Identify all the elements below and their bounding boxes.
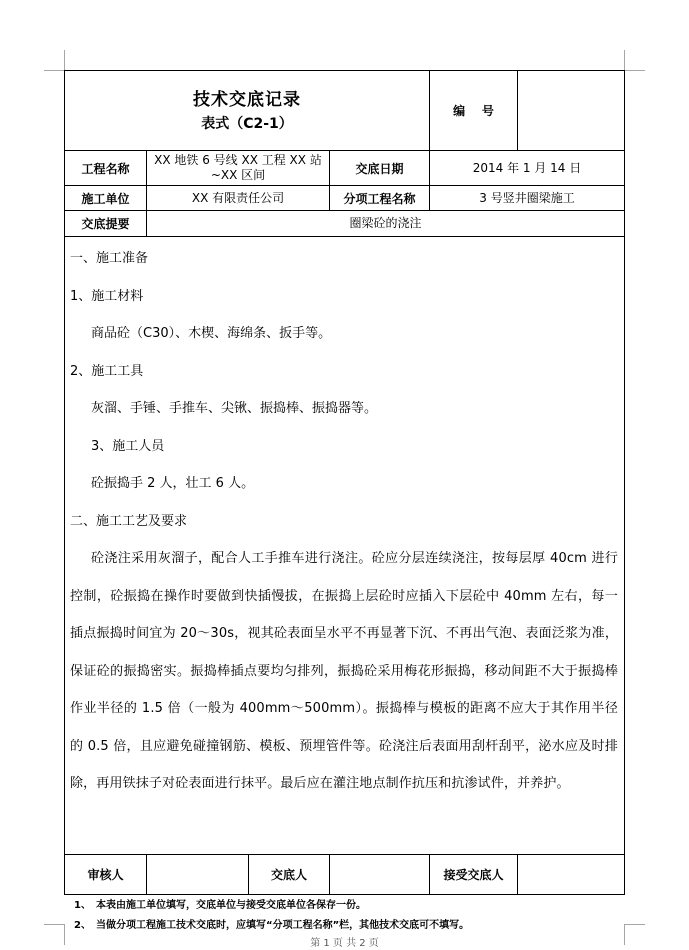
discloser-value[interactable] (330, 855, 430, 895)
page-indicator: 第 1 页 共 2 页 (310, 938, 379, 949)
reviewer-value[interactable] (147, 855, 249, 895)
section-2-text: 砼浇注采用灰溜子，配合人工手推车进行浇注。砼应分层连续浇注，按每层厚 40cm 进行控制，砼振捣在操作时要做到快插慢拔，在振捣上层砼时应插入下层砼中 40mm 左右，每一插点振捣时间宜为 20～30s，视其砼表面呈水平不再显著下沉、不再出气泡、表面泛浆为准，保证砼的振捣密实。振捣棒插点要均匀排列，振捣砼采用梅花形振捣，移动间距不大于振捣棒作业半径的 1.5 倍（一般为 400mm～500mm）。振捣棒与模板的距离不应大于其作用半径的 0.5 倍，且应避免碰撞钢筋、模板、预埋管件等。砼浇注后表面用刮杆刮平，泌水应及时排除，再用铁抹子对砼表面进行抹平。最后应在灌注地点制作抗压和抗渗试件，并养护。 (70, 551, 618, 791)
section-1-3-text: 砼振捣手 2 人，壮工 6 人。 (91, 476, 255, 491)
project-name-label: 工程名称 (65, 151, 147, 186)
discloser-label: 交底人 (249, 855, 330, 895)
summary-label: 交底提要 (65, 211, 147, 237)
contractor-row (65, 186, 625, 211)
section-1-1-text: 商品砼（C30）、木楔、海绵条、扳手等。 (91, 326, 332, 341)
footnote-1 (74, 896, 634, 916)
number-label: 编 号 (430, 71, 518, 151)
date-label: 交底日期 (330, 151, 430, 186)
footnote-2-text: 当做分项工程施工技术交底时，应填写“分项工程名称”栏，其他技术交底可不填写。 (96, 920, 470, 931)
summary-row (65, 211, 625, 237)
subproject-label: 分项工程名称 (330, 186, 430, 211)
footnote-1-number: 1、 (74, 900, 91, 911)
date-value[interactable]: 2014 年 1 月 14 日 (430, 151, 625, 186)
crop-mark-top-left (44, 50, 65, 71)
receiver-value[interactable] (518, 855, 625, 895)
section-2-heading: 二、施工工艺及要求 (70, 513, 188, 529)
project-name-value[interactable]: XX 地铁 6 号线 XX 工程 XX 站~XX 区间 (147, 151, 330, 186)
section-1-1-heading: 1、施工材料 (70, 288, 144, 304)
contractor-label: 施工单位 (65, 186, 147, 211)
receiver-label: 接受交底人 (430, 855, 518, 895)
form-code: 表式（C2-1） (201, 115, 293, 132)
document-title: 技术交底记录 (193, 89, 301, 110)
footnote-2 (74, 916, 634, 936)
summary-value[interactable]: 圈梁砼的浇注 (147, 211, 625, 237)
content-cell[interactable] (65, 237, 625, 855)
content-row (65, 237, 625, 855)
project-row (65, 151, 625, 186)
header-row (65, 71, 625, 151)
number-value[interactable] (518, 71, 625, 151)
section-1-2-heading: 2、施工工具 (70, 363, 144, 379)
footnote-2-number: 2、 (74, 920, 91, 931)
crop-mark-top-right (624, 50, 645, 71)
reviewer-label: 审核人 (65, 855, 147, 895)
footnote-1-text: 本表由施工单位填写，交底单位与接受交底单位各保存一份。 (96, 900, 366, 911)
contractor-value[interactable]: XX 有限责任公司 (147, 186, 330, 211)
section-1-3-heading: 3、施工人员 (91, 438, 165, 454)
disclosure-form-table (64, 70, 625, 895)
section-1-2-text: 灰溜、手锤、手推车、尖锹、振捣棒、振捣器等。 (91, 401, 378, 416)
footnotes (74, 896, 634, 936)
signature-row (65, 855, 625, 895)
section-1-heading: 一、施工准备 (70, 251, 149, 266)
title-cell (65, 71, 430, 151)
subproject-value[interactable]: 3 号竖井圈梁施工 (430, 186, 625, 211)
